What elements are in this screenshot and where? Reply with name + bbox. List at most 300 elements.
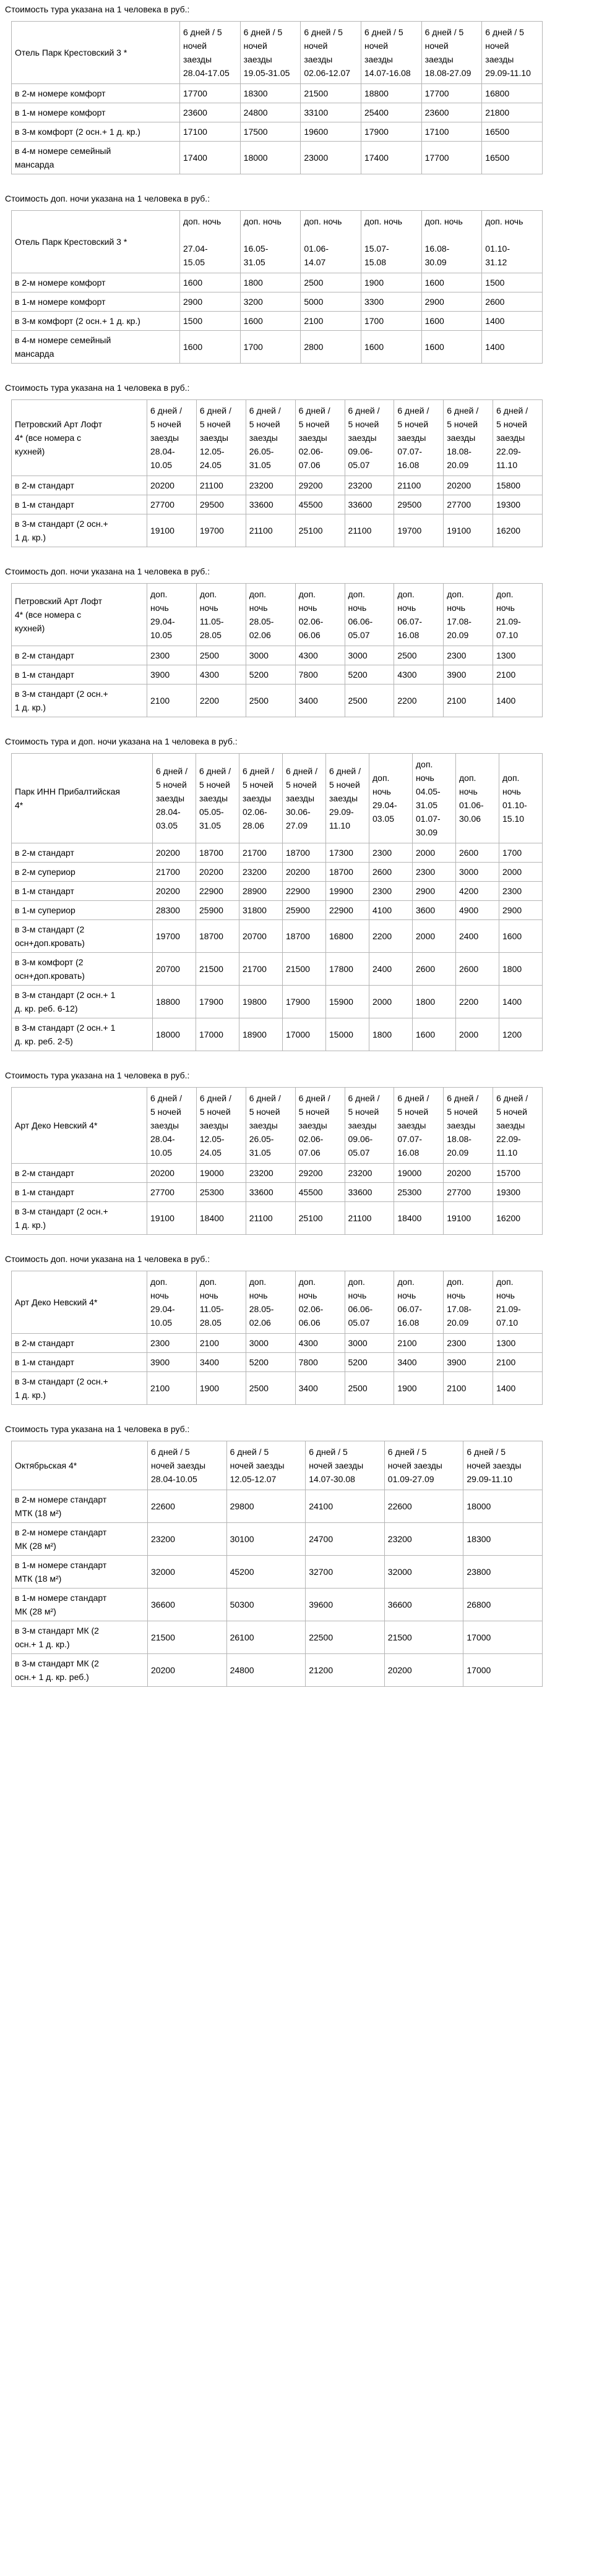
- price-cell: 5200: [345, 1353, 394, 1372]
- price-cell: 2000: [413, 843, 456, 863]
- room-type-cell: в 2-м супериор: [12, 863, 153, 882]
- price-cell: 2100: [301, 312, 361, 331]
- period-header-cell: 6 дней / 5 ночей заезды 30.06- 27.09: [283, 754, 326, 843]
- room-type-cell: в 1-м стандарт: [12, 665, 147, 685]
- period-header-cell: 6 дней / 5 ночей заезды 14.07-16.08: [361, 22, 421, 84]
- price-cell: 15900: [326, 986, 369, 1018]
- price-cell: 1700: [361, 312, 421, 331]
- price-cell: 17700: [421, 142, 482, 174]
- table-row: [12, 1372, 543, 1405]
- price-cell: 23200: [239, 863, 283, 882]
- price-cell: 2900: [421, 292, 482, 312]
- price-cell: 23200: [345, 476, 394, 495]
- room-type-cell: в 3-м стандарт МК (2 осн.+ 1 д. кр. реб.): [12, 1654, 148, 1687]
- price-cell: 19000: [394, 1164, 444, 1183]
- table-row: [12, 103, 543, 122]
- period-header-cell: 6 дней / 5 ночей заезды 29.09- 11.10: [326, 754, 369, 843]
- table-header-row: [12, 754, 543, 843]
- price-cell: 7800: [295, 1353, 345, 1372]
- price-cell: 27700: [444, 495, 493, 514]
- price-cell: 18400: [196, 1202, 246, 1235]
- table-row: [12, 1018, 543, 1051]
- price-cell: 30100: [226, 1523, 306, 1556]
- price-cell: 2300: [413, 863, 456, 882]
- table-row: [12, 882, 543, 901]
- price-cell: 2100: [444, 1372, 493, 1405]
- room-type-cell: в 3-м комфорт (2 осн+доп.кровать): [12, 953, 153, 986]
- price-cell: 2200: [369, 920, 413, 953]
- price-cell: 21500: [283, 953, 326, 986]
- price-cell: 1200: [499, 1018, 543, 1051]
- period-header-cell: 6 дней / 5 ночей заезды 19.05-31.05: [240, 22, 301, 84]
- price-cell: 21500: [196, 953, 239, 986]
- period-header-cell: доп. ночь 01.10- 31.12: [482, 211, 543, 273]
- price-cell: 20200: [147, 1164, 197, 1183]
- period-header-cell: 6 дней / 5 ночей заезды 02.06-12.07: [301, 22, 361, 84]
- price-cell: 18000: [463, 1490, 543, 1523]
- period-header-cell: 6 дней / 5 ночей заезды 01.09-27.09: [384, 1441, 463, 1490]
- price-cell: 3400: [295, 685, 345, 717]
- price-cell: 18900: [239, 1018, 283, 1051]
- room-type-cell: в 1-м стандарт: [12, 495, 147, 514]
- table-row: [12, 901, 543, 920]
- price-cell: 3900: [147, 1353, 197, 1372]
- price-cell: 21100: [196, 476, 246, 495]
- price-cell: 45500: [295, 1183, 345, 1202]
- table-row: [12, 1556, 543, 1589]
- hotel-name-cell: Отель Парк Крестовский 3 *: [12, 211, 180, 273]
- price-cell: 23200: [345, 1164, 394, 1183]
- period-header-cell: доп. ночь 01.06- 30.06: [456, 754, 499, 843]
- price-cell: 2100: [493, 665, 543, 685]
- period-header-cell: 6 дней / 5 ночей заезды 18.08- 20.09: [444, 400, 493, 476]
- price-cell: 17900: [283, 986, 326, 1018]
- price-cell: 20200: [147, 476, 197, 495]
- section-caption: Стоимость доп. ночи указана на 1 человека в руб.:: [5, 194, 210, 203]
- price-cell: 17700: [421, 84, 482, 103]
- price-cell: 19700: [196, 514, 246, 547]
- price-table: [11, 210, 543, 364]
- price-cell: 1800: [240, 273, 301, 292]
- table-row: [12, 142, 543, 174]
- table-row: [12, 665, 543, 685]
- price-cell: 16500: [482, 122, 543, 142]
- table-row: [12, 1202, 543, 1235]
- price-cell: 24700: [306, 1523, 385, 1556]
- price-cell: 21100: [345, 514, 394, 547]
- table-row: [12, 514, 543, 547]
- price-cell: 2100: [196, 1334, 246, 1353]
- price-table: [11, 21, 543, 174]
- period-header-cell: доп. ночь 01.06- 14.07: [301, 211, 361, 273]
- price-cell: 3000: [456, 863, 499, 882]
- period-header-cell: доп. ночь 17.08- 20.09: [444, 1271, 493, 1334]
- section-caption: Стоимость тура указана на 1 человека в руб.:: [5, 1070, 190, 1080]
- table-row: [12, 1589, 543, 1621]
- price-cell: 2500: [301, 273, 361, 292]
- period-header-cell: 6 дней / 5 ночей заезды 18.08- 20.09: [444, 1088, 493, 1164]
- price-cell: 18300: [463, 1523, 543, 1556]
- price-cell: 3400: [394, 1353, 444, 1372]
- table-row: [12, 986, 543, 1018]
- price-cell: 5000: [301, 292, 361, 312]
- price-cell: 15800: [493, 476, 543, 495]
- price-cell: 17100: [421, 122, 482, 142]
- price-cell: 20200: [153, 843, 196, 863]
- room-type-cell: в 3-м стандарт (2 осн.+ 1 д. кр. реб. 6-12): [12, 986, 153, 1018]
- period-header-cell: доп. ночь 16.05- 31.05: [240, 211, 301, 273]
- price-cell: 18300: [240, 84, 301, 103]
- price-cell: 4300: [394, 665, 444, 685]
- price-cell: 2400: [456, 920, 499, 953]
- hotel-name-cell: Октябрьская 4*: [12, 1441, 148, 1490]
- price-cell: 2900: [180, 292, 241, 312]
- table-row: [12, 1353, 543, 1372]
- section-caption: Стоимость тура и доп. ночи указана на 1 человека в руб.:: [5, 736, 238, 746]
- price-cell: 2600: [482, 292, 543, 312]
- period-header-cell: 6 дней / 5 ночей заезды 12.05-12.07: [226, 1441, 306, 1490]
- table-row: [12, 1654, 543, 1687]
- price-cell: 3000: [246, 1334, 295, 1353]
- price-cell: 18700: [283, 843, 326, 863]
- table-row: [12, 84, 543, 103]
- period-header-cell: доп. ночь 29.04- 10.05: [147, 584, 197, 646]
- hotel-name-cell: Петровский Арт Лофт 4* (все номера с кухней): [12, 584, 147, 646]
- price-cell: 22900: [326, 901, 369, 920]
- table-row: [12, 646, 543, 665]
- period-header-cell: 6 дней / 5 ночей заезды 28.04- 03.05: [153, 754, 196, 843]
- price-cell: 25300: [394, 1183, 444, 1202]
- table-header-row: [12, 211, 543, 273]
- price-cell: 21100: [345, 1202, 394, 1235]
- price-cell: 27700: [444, 1183, 493, 1202]
- price-cell: 4200: [456, 882, 499, 901]
- room-type-cell: в 1-м номере комфорт: [12, 103, 180, 122]
- price-cell: 1900: [361, 273, 421, 292]
- price-cell: 27700: [147, 495, 197, 514]
- table-row: [12, 1523, 543, 1556]
- price-cell: 19300: [493, 1183, 543, 1202]
- table-row: [12, 1621, 543, 1654]
- price-cell: 1700: [240, 331, 301, 364]
- price-cell: 1900: [394, 1372, 444, 1405]
- period-header-cell: доп. ночь 02.06- 06.06: [295, 1271, 345, 1334]
- price-section: [5, 566, 594, 717]
- price-cell: 45500: [295, 495, 345, 514]
- price-cell: 1500: [180, 312, 241, 331]
- table-row: [12, 953, 543, 986]
- price-table: [11, 399, 543, 547]
- table-header-row: [12, 584, 543, 646]
- period-header-cell: 6 дней / 5 ночей заезды 14.07-30.08: [306, 1441, 385, 1490]
- price-cell: 21700: [239, 953, 283, 986]
- price-cell: 3900: [444, 665, 493, 685]
- price-cell: 2200: [394, 685, 444, 717]
- price-cell: 16200: [493, 514, 543, 547]
- price-cell: 19300: [493, 495, 543, 514]
- price-cell: 18700: [326, 863, 369, 882]
- hotel-name-cell: Арт Деко Невский 4*: [12, 1088, 147, 1164]
- room-type-cell: в 1-м номере комфорт: [12, 292, 180, 312]
- table-header-row: [12, 1271, 543, 1334]
- price-cell: 1400: [482, 331, 543, 364]
- price-cell: 3000: [246, 646, 295, 665]
- table-row: [12, 843, 543, 863]
- price-cell: 33600: [246, 495, 295, 514]
- price-cell: 21500: [148, 1621, 227, 1654]
- price-cell: 4300: [196, 665, 246, 685]
- table-header-row: [12, 1441, 543, 1490]
- price-cell: 32000: [384, 1556, 463, 1589]
- table-row: [12, 1164, 543, 1183]
- price-cell: 3000: [345, 646, 394, 665]
- price-cell: 33600: [246, 1183, 295, 1202]
- price-cell: 19900: [326, 882, 369, 901]
- price-cell: 20700: [153, 953, 196, 986]
- table-row: [12, 292, 543, 312]
- price-cell: 3400: [295, 1372, 345, 1405]
- period-header-cell: 6 дней / 5 ночей заезды 12.05- 24.05: [196, 1088, 246, 1164]
- price-cell: 36600: [384, 1589, 463, 1621]
- price-cell: 23200: [246, 476, 295, 495]
- period-header-cell: доп. ночь 04.05- 31.05 01.07- 30.09: [413, 754, 456, 843]
- price-cell: 25900: [196, 901, 239, 920]
- price-cell: 24800: [240, 103, 301, 122]
- period-header-cell: 6 дней / 5 ночей заезды 28.04-17.05: [180, 22, 241, 84]
- price-cell: 29500: [196, 495, 246, 514]
- price-cell: 2300: [444, 1334, 493, 1353]
- price-cell: 2300: [369, 882, 413, 901]
- price-cell: 32000: [148, 1556, 227, 1589]
- price-cell: 1600: [361, 331, 421, 364]
- price-cell: 2200: [196, 685, 246, 717]
- price-cell: 2100: [444, 685, 493, 717]
- price-cell: 2600: [413, 953, 456, 986]
- price-cell: 32700: [306, 1556, 385, 1589]
- table-row: [12, 331, 543, 364]
- period-header-cell: 6 дней / 5 ночей заезды 12.05- 24.05: [196, 400, 246, 476]
- price-cell: 16500: [482, 142, 543, 174]
- price-cell: 4300: [295, 1334, 345, 1353]
- hotel-name-cell: Петровский Арт Лофт 4* (все номера с кухней): [12, 400, 147, 476]
- price-cell: 2100: [493, 1353, 543, 1372]
- price-section: [5, 1423, 594, 1687]
- period-header-cell: доп. ночь 29.04- 10.05: [147, 1271, 197, 1334]
- price-section: [5, 193, 594, 364]
- price-cell: 2000: [499, 863, 543, 882]
- price-cell: 19100: [444, 1202, 493, 1235]
- price-cell: 2400: [369, 953, 413, 986]
- room-type-cell: в 2-м номере комфорт: [12, 84, 180, 103]
- period-header-cell: 6 дней / 5 ночей заезды 26.05- 31.05: [246, 1088, 295, 1164]
- price-cell: 20700: [239, 920, 283, 953]
- price-cell: 16800: [482, 84, 543, 103]
- price-cell: 2900: [499, 901, 543, 920]
- period-header-cell: 6 дней / 5 ночей заезды 28.04- 10.05: [147, 400, 197, 476]
- price-cell: 18000: [240, 142, 301, 174]
- period-header-cell: доп. ночь 29.04- 03.05: [369, 754, 413, 843]
- room-type-cell: в 2-м стандарт: [12, 1164, 147, 1183]
- period-header-cell: 6 дней / 5 ночей заезды 29.09-11.10: [463, 1441, 543, 1490]
- room-type-cell: в 4-м номере семейный мансарда: [12, 331, 180, 364]
- table-row: [12, 863, 543, 882]
- price-cell: 4900: [456, 901, 499, 920]
- period-header-cell: доп. ночь 06.07- 16.08: [394, 1271, 444, 1334]
- period-header-cell: доп. ночь 02.06- 06.06: [295, 584, 345, 646]
- table-row: [12, 273, 543, 292]
- price-cell: 1800: [499, 953, 543, 986]
- section-caption: Стоимость доп. ночи указана на 1 человека в руб.:: [5, 1254, 210, 1264]
- price-cell: 3400: [196, 1353, 246, 1372]
- price-cell: 26800: [463, 1589, 543, 1621]
- price-cell: 23800: [463, 1556, 543, 1589]
- period-header-cell: доп. ночь 17.08- 20.09: [444, 584, 493, 646]
- section-caption: Стоимость тура указана на 1 человека в руб.:: [5, 383, 190, 393]
- price-cell: 1700: [499, 843, 543, 863]
- price-cell: 25900: [283, 901, 326, 920]
- period-header-cell: 6 дней / 5 ночей заезды 18.08-27.09: [421, 22, 482, 84]
- price-cell: 2500: [345, 685, 394, 717]
- price-cell: 17400: [361, 142, 421, 174]
- period-header-cell: доп. ночь 01.10- 15.10: [499, 754, 543, 843]
- price-cell: 5200: [246, 665, 295, 685]
- price-cell: 2500: [394, 646, 444, 665]
- room-type-cell: в 3-м стандарт (2 осн+доп.кровать): [12, 920, 153, 953]
- table-row: [12, 685, 543, 717]
- table-header-row: [12, 400, 543, 476]
- price-cell: 7800: [295, 665, 345, 685]
- price-cell: 17400: [180, 142, 241, 174]
- price-cell: 29200: [295, 1164, 345, 1183]
- price-cell: 19100: [147, 514, 197, 547]
- price-cell: 19100: [444, 514, 493, 547]
- price-cell: 21200: [306, 1654, 385, 1687]
- price-cell: 2100: [394, 1334, 444, 1353]
- price-cell: 2900: [413, 882, 456, 901]
- price-cell: 39600: [306, 1589, 385, 1621]
- price-section: [5, 736, 594, 1051]
- room-type-cell: в 3-м стандарт МК (2 осн.+ 1 д. кр.): [12, 1621, 148, 1654]
- table-row: [12, 920, 543, 953]
- price-cell: 2100: [147, 685, 197, 717]
- price-cell: 17900: [196, 986, 239, 1018]
- price-cell: 23200: [384, 1523, 463, 1556]
- price-cell: 21500: [384, 1621, 463, 1654]
- price-cell: 22500: [306, 1621, 385, 1654]
- price-cell: 29200: [295, 476, 345, 495]
- price-cell: 19100: [147, 1202, 197, 1235]
- price-cell: 2600: [456, 953, 499, 986]
- period-header-cell: доп. ночь 27.04- 15.05: [180, 211, 241, 273]
- price-cell: 15000: [326, 1018, 369, 1051]
- price-cell: 2300: [147, 646, 197, 665]
- price-cell: 18700: [196, 920, 239, 953]
- price-cell: 2500: [246, 1372, 295, 1405]
- period-header-cell: 6 дней / 5 ночей заезды 09.06- 05.07: [345, 1088, 394, 1164]
- price-cell: 1300: [493, 646, 543, 665]
- room-type-cell: в 4-м номере семейный мансарда: [12, 142, 180, 174]
- price-section: [5, 1253, 594, 1405]
- price-cell: 2100: [147, 1372, 197, 1405]
- price-cell: 1600: [499, 920, 543, 953]
- room-type-cell: в 3-м стандарт (2 осн.+ 1 д. кр. реб. 2-5): [12, 1018, 153, 1051]
- price-cell: 2300: [499, 882, 543, 901]
- room-type-cell: в 2-м номере стандарт МТК (18 м²): [12, 1490, 148, 1523]
- price-cell: 22600: [384, 1490, 463, 1523]
- price-cell: 33100: [301, 103, 361, 122]
- price-table: [11, 1271, 543, 1405]
- price-page: [5, 4, 594, 1687]
- price-cell: 3900: [147, 665, 197, 685]
- price-cell: 29800: [226, 1490, 306, 1523]
- price-cell: 1600: [421, 273, 482, 292]
- period-header-cell: доп. ночь 16.08- 30.09: [421, 211, 482, 273]
- price-cell: 4100: [369, 901, 413, 920]
- price-cell: 17000: [196, 1018, 239, 1051]
- price-cell: 2200: [456, 986, 499, 1018]
- room-type-cell: в 3-м стандарт (2 осн.+ 1 д. кр.): [12, 514, 147, 547]
- price-cell: 1600: [240, 312, 301, 331]
- price-cell: 17000: [283, 1018, 326, 1051]
- price-cell: 31800: [239, 901, 283, 920]
- table-row: [12, 1334, 543, 1353]
- period-header-cell: 6 дней / 5 ночей заезды 02.06- 07.06: [295, 400, 345, 476]
- price-cell: 2600: [369, 863, 413, 882]
- price-cell: 19600: [301, 122, 361, 142]
- price-cell: 18000: [153, 1018, 196, 1051]
- price-cell: 2000: [456, 1018, 499, 1051]
- price-cell: 45200: [226, 1556, 306, 1589]
- room-type-cell: в 1-м стандарт: [12, 1353, 147, 1372]
- hotel-name-cell: Арт Деко Невский 4*: [12, 1271, 147, 1334]
- section-caption: Стоимость тура указана на 1 человека в руб.:: [5, 1424, 190, 1434]
- price-cell: 23000: [301, 142, 361, 174]
- period-header-cell: доп. ночь 06.07- 16.08: [394, 584, 444, 646]
- period-header-cell: 6 дней / 5 ночей заезды 26.05- 31.05: [246, 400, 295, 476]
- price-cell: 19700: [394, 514, 444, 547]
- period-header-cell: 6 дней / 5 ночей заезды 22.09- 11.10: [493, 1088, 543, 1164]
- price-cell: 23600: [421, 103, 482, 122]
- price-cell: 1600: [421, 331, 482, 364]
- price-cell: 1400: [493, 685, 543, 717]
- price-cell: 21100: [246, 1202, 295, 1235]
- price-cell: 17700: [180, 84, 241, 103]
- price-cell: 2600: [456, 843, 499, 863]
- price-cell: 20200: [384, 1654, 463, 1687]
- price-cell: 36600: [148, 1589, 227, 1621]
- price-cell: 28900: [239, 882, 283, 901]
- room-type-cell: в 2-м номере стандарт МК (28 м²): [12, 1523, 148, 1556]
- table-row: [12, 1183, 543, 1202]
- price-cell: 3900: [444, 1353, 493, 1372]
- price-cell: 23200: [246, 1164, 295, 1183]
- table-row: [12, 495, 543, 514]
- price-cell: 2300: [369, 843, 413, 863]
- period-header-cell: доп. ночь 21.09- 07.10: [493, 1271, 543, 1334]
- price-cell: 2000: [413, 920, 456, 953]
- table-header-row: [12, 1088, 543, 1164]
- room-type-cell: в 3-м комфорт (2 осн.+ 1 д. кр.): [12, 122, 180, 142]
- price-cell: 4300: [295, 646, 345, 665]
- price-cell: 50300: [226, 1589, 306, 1621]
- price-cell: 16200: [493, 1202, 543, 1235]
- price-cell: 17500: [240, 122, 301, 142]
- period-header-cell: 6 дней / 5 ночей заезды 02.06- 07.06: [295, 1088, 345, 1164]
- price-cell: 25100: [295, 1202, 345, 1235]
- price-cell: 5200: [246, 1353, 295, 1372]
- price-cell: 25300: [196, 1183, 246, 1202]
- price-cell: 33600: [345, 1183, 394, 1202]
